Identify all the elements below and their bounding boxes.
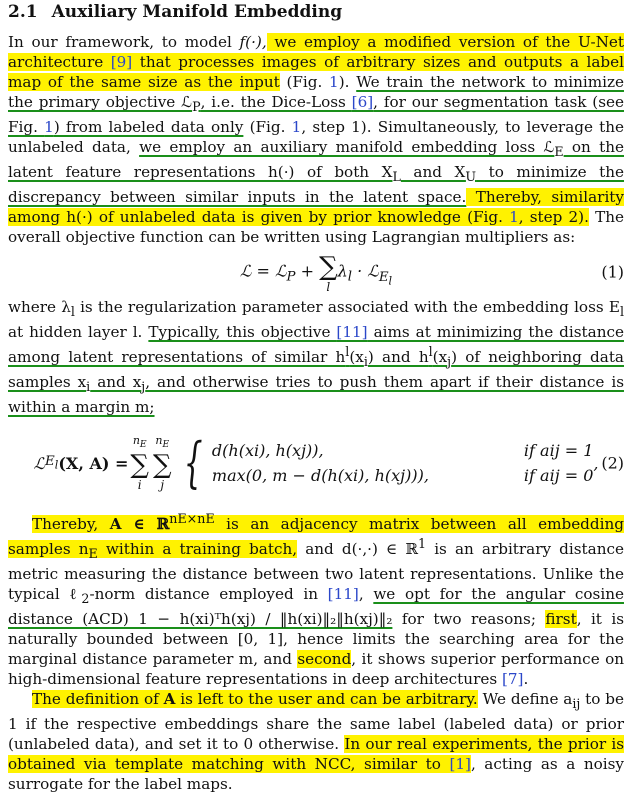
eq-term: λ bbox=[337, 261, 348, 281]
sum-symbol: ∑ bbox=[152, 450, 172, 481]
text-span: to minimize the discrepancy between similar inputs in the latent space. bbox=[8, 163, 624, 207]
paragraph-3 bbox=[8, 509, 624, 689]
text-span: , step 2). bbox=[518, 208, 589, 227]
subscript: l bbox=[619, 304, 624, 320]
case-condition: if aij = 0 bbox=[523, 466, 594, 486]
superscript: l bbox=[428, 344, 433, 360]
text-span: Typically, this objective bbox=[148, 323, 337, 342]
text-span: . bbox=[523, 670, 529, 689]
text-span: In our framework, to model bbox=[8, 33, 240, 51]
subscript: j bbox=[447, 354, 452, 370]
text-span: , it shows superior performance on high-dimensional feature representations in deep architectures bbox=[8, 650, 624, 689]
text-span: ) and h bbox=[367, 348, 429, 367]
text-span: Thereby, similarity among h(·) of unlabeled data is given by prior knowledge (Fig. bbox=[8, 188, 624, 227]
text-span: (Fig. bbox=[243, 118, 292, 137]
figure-link[interactable]: 1 bbox=[509, 208, 519, 227]
text-span: within a training batch, bbox=[97, 540, 298, 559]
subscript: P bbox=[192, 99, 201, 115]
text-span: , i.e. the Dice-Loss bbox=[200, 93, 352, 111]
text-span: The definition of bbox=[32, 690, 164, 709]
sum-j bbox=[152, 434, 172, 493]
text-span: The overall objective function can be written using Lagrangian multipliers as: bbox=[8, 208, 624, 247]
subscript: 2 bbox=[81, 591, 90, 607]
eq-term: + bbox=[295, 261, 320, 281]
superscript: nE×nE bbox=[169, 511, 215, 527]
eq-term: ℒ = ℒ bbox=[239, 261, 287, 281]
highlight-second: second bbox=[297, 650, 352, 669]
case-expression: d(h(xi), h(xj)), bbox=[211, 441, 324, 461]
text-span: and x bbox=[90, 373, 142, 392]
text-span: is left to the user and can be arbitrary. bbox=[175, 690, 478, 709]
text-span: to be 1 if the respective embeddings share the same label (labeled data) or prior (unlabeled data), and set it to 0 otherwise. bbox=[8, 690, 624, 754]
text-span: and X bbox=[400, 163, 466, 182]
text-span: ). bbox=[338, 73, 357, 91]
subscript: L bbox=[392, 169, 401, 185]
underline-acd: we opt for the angular cosine distance (ACD) 1 − h(xi)ᵀh(xj) / ‖h(xi)‖₂‖h(xj)‖₂ bbox=[8, 585, 624, 629]
text-span: Thereby, bbox=[32, 515, 110, 534]
text-span: We train the network to minimize the primary objective ℒ bbox=[8, 73, 624, 111]
text-span: -norm distance employed in bbox=[89, 585, 328, 604]
subscript: E bbox=[554, 144, 564, 160]
eq-sub: E bbox=[162, 439, 170, 451]
eq-sub: E bbox=[378, 269, 389, 285]
sum-symbol: ∑ bbox=[130, 450, 149, 481]
case-expression: max(0, m − d(h(xi), h(xj))), bbox=[211, 466, 429, 486]
bold-math: A bbox=[163, 690, 176, 709]
text-span: on the latent feature representations h(·) of both X bbox=[8, 138, 624, 182]
citation-link[interactable]: [11] bbox=[327, 585, 359, 604]
eq-sup: n bbox=[132, 434, 140, 448]
section-number: 2.1 bbox=[8, 2, 38, 22]
text-span: In our real experiments, the prior is obtained via template matching with NCC, similar to bbox=[8, 735, 625, 774]
text-span: , acting as a noisy surrogate for the label maps. bbox=[8, 755, 624, 794]
bold-math: A ∈ ℝ bbox=[109, 515, 170, 534]
equation-number: (2) bbox=[601, 453, 624, 473]
figure-link[interactable]: 1 bbox=[44, 118, 54, 137]
text-span: aims at minimizing the distance among latent representations of similar h bbox=[8, 323, 624, 367]
paragraph-1 bbox=[8, 32, 624, 247]
figure-link[interactable]: 1 bbox=[291, 118, 302, 137]
equation-2-body bbox=[33, 431, 599, 495]
text-span: (x bbox=[432, 348, 448, 367]
cases-block bbox=[174, 431, 594, 495]
text-span: is the regularization parameter associated with the embedding loss E bbox=[74, 298, 620, 317]
sum-i bbox=[130, 434, 149, 493]
figure-link[interactable]: 1 bbox=[329, 73, 339, 91]
citation-link[interactable]: [7] bbox=[501, 670, 524, 689]
text-span: that processes images of arbitrary sizes and outputs a label map of the same size as the input bbox=[8, 53, 624, 91]
case-row-2 bbox=[212, 466, 594, 485]
text-span: is an adjacency matrix between all embedding samples n bbox=[8, 515, 624, 559]
superscript: l bbox=[345, 344, 350, 360]
highlight-first: first bbox=[545, 610, 577, 629]
text-span: for two reasons; bbox=[392, 610, 546, 629]
text-span: , and otherwise tries to push them apart if their distance is within a margin m; bbox=[8, 373, 624, 417]
paragraph-4 bbox=[8, 689, 624, 794]
citation-link[interactable]: [11] bbox=[336, 323, 368, 342]
subscript: l bbox=[70, 304, 75, 320]
subscript: j bbox=[141, 379, 146, 395]
text-span: (x bbox=[349, 348, 364, 367]
eq-sub: l bbox=[54, 459, 59, 473]
superscript: 1 bbox=[418, 536, 427, 552]
text-span: , bbox=[358, 585, 374, 604]
section-title: Auxiliary Manifold Embedding bbox=[51, 2, 343, 22]
highlight-definition bbox=[32, 690, 478, 708]
text-span: , for our segmentation task (see Fig. bbox=[8, 93, 624, 137]
section-heading bbox=[8, 2, 624, 22]
case-condition: if aij = 1 bbox=[523, 441, 594, 461]
text-span: ) of neighboring data samples x bbox=[8, 348, 624, 392]
eq-sub: E bbox=[45, 454, 55, 470]
eq-sub: j bbox=[160, 478, 165, 493]
equation-number: (1) bbox=[601, 262, 624, 282]
citation-link[interactable]: [9] bbox=[110, 53, 133, 71]
eq-sub: P bbox=[286, 269, 296, 285]
eq-sup: n bbox=[155, 434, 163, 448]
paragraph-2 bbox=[8, 297, 624, 417]
equation-1 bbox=[8, 247, 624, 297]
text-span: We define a bbox=[477, 690, 573, 709]
subscript: ij bbox=[572, 696, 581, 712]
equation-2 bbox=[8, 417, 624, 509]
sum-symbol: ∑ bbox=[319, 252, 338, 283]
paper-page bbox=[8, 0, 624, 794]
subscript: U bbox=[465, 169, 477, 185]
text-span: (Fig. bbox=[279, 73, 330, 91]
text-span: we employ a modified version of the U-Net architecture bbox=[8, 33, 624, 71]
text-span: and d(·,·) ∈ ℝ bbox=[297, 540, 419, 559]
eq-sub: i bbox=[137, 478, 142, 493]
text-span: where λ bbox=[8, 298, 71, 317]
text-span: , step 1). Simultaneously, to leverage the unlabeled data, bbox=[8, 118, 625, 157]
eq-term: ℒ bbox=[33, 453, 46, 473]
eq-sub: E bbox=[139, 439, 147, 451]
eq-sub: l bbox=[388, 274, 393, 288]
text-span: is an arbitrary distance metric measuring the distance between two latent representations. Unlike the typical ℓ bbox=[8, 540, 624, 604]
equation-1-body bbox=[239, 252, 393, 295]
subscript: E bbox=[88, 546, 98, 562]
subscript: i bbox=[86, 379, 91, 395]
subscript: i bbox=[363, 354, 368, 370]
citation-link[interactable]: [6] bbox=[351, 93, 374, 111]
eq-term: , bbox=[593, 453, 599, 473]
text-span: at hidden layer l. bbox=[8, 323, 149, 342]
eq-term: (X, A) = bbox=[58, 453, 129, 473]
text-span: , it is naturally bounded between [0, 1], hence limits the searching area for the marginal distance parameter m, and bbox=[8, 610, 625, 669]
eq-sub: l bbox=[326, 280, 331, 295]
eq-term: · ℒ bbox=[352, 261, 379, 281]
case-row-1 bbox=[212, 441, 594, 460]
eq-sub: l bbox=[347, 269, 353, 285]
left-brace: { bbox=[183, 431, 203, 495]
citation-link[interactable]: [1] bbox=[449, 755, 471, 774]
text-span: we employ an auxiliary manifold embedding loss ℒ bbox=[139, 138, 555, 157]
text-span: ) from labeled data only bbox=[53, 118, 244, 137]
math-f: f(·), bbox=[239, 33, 267, 51]
